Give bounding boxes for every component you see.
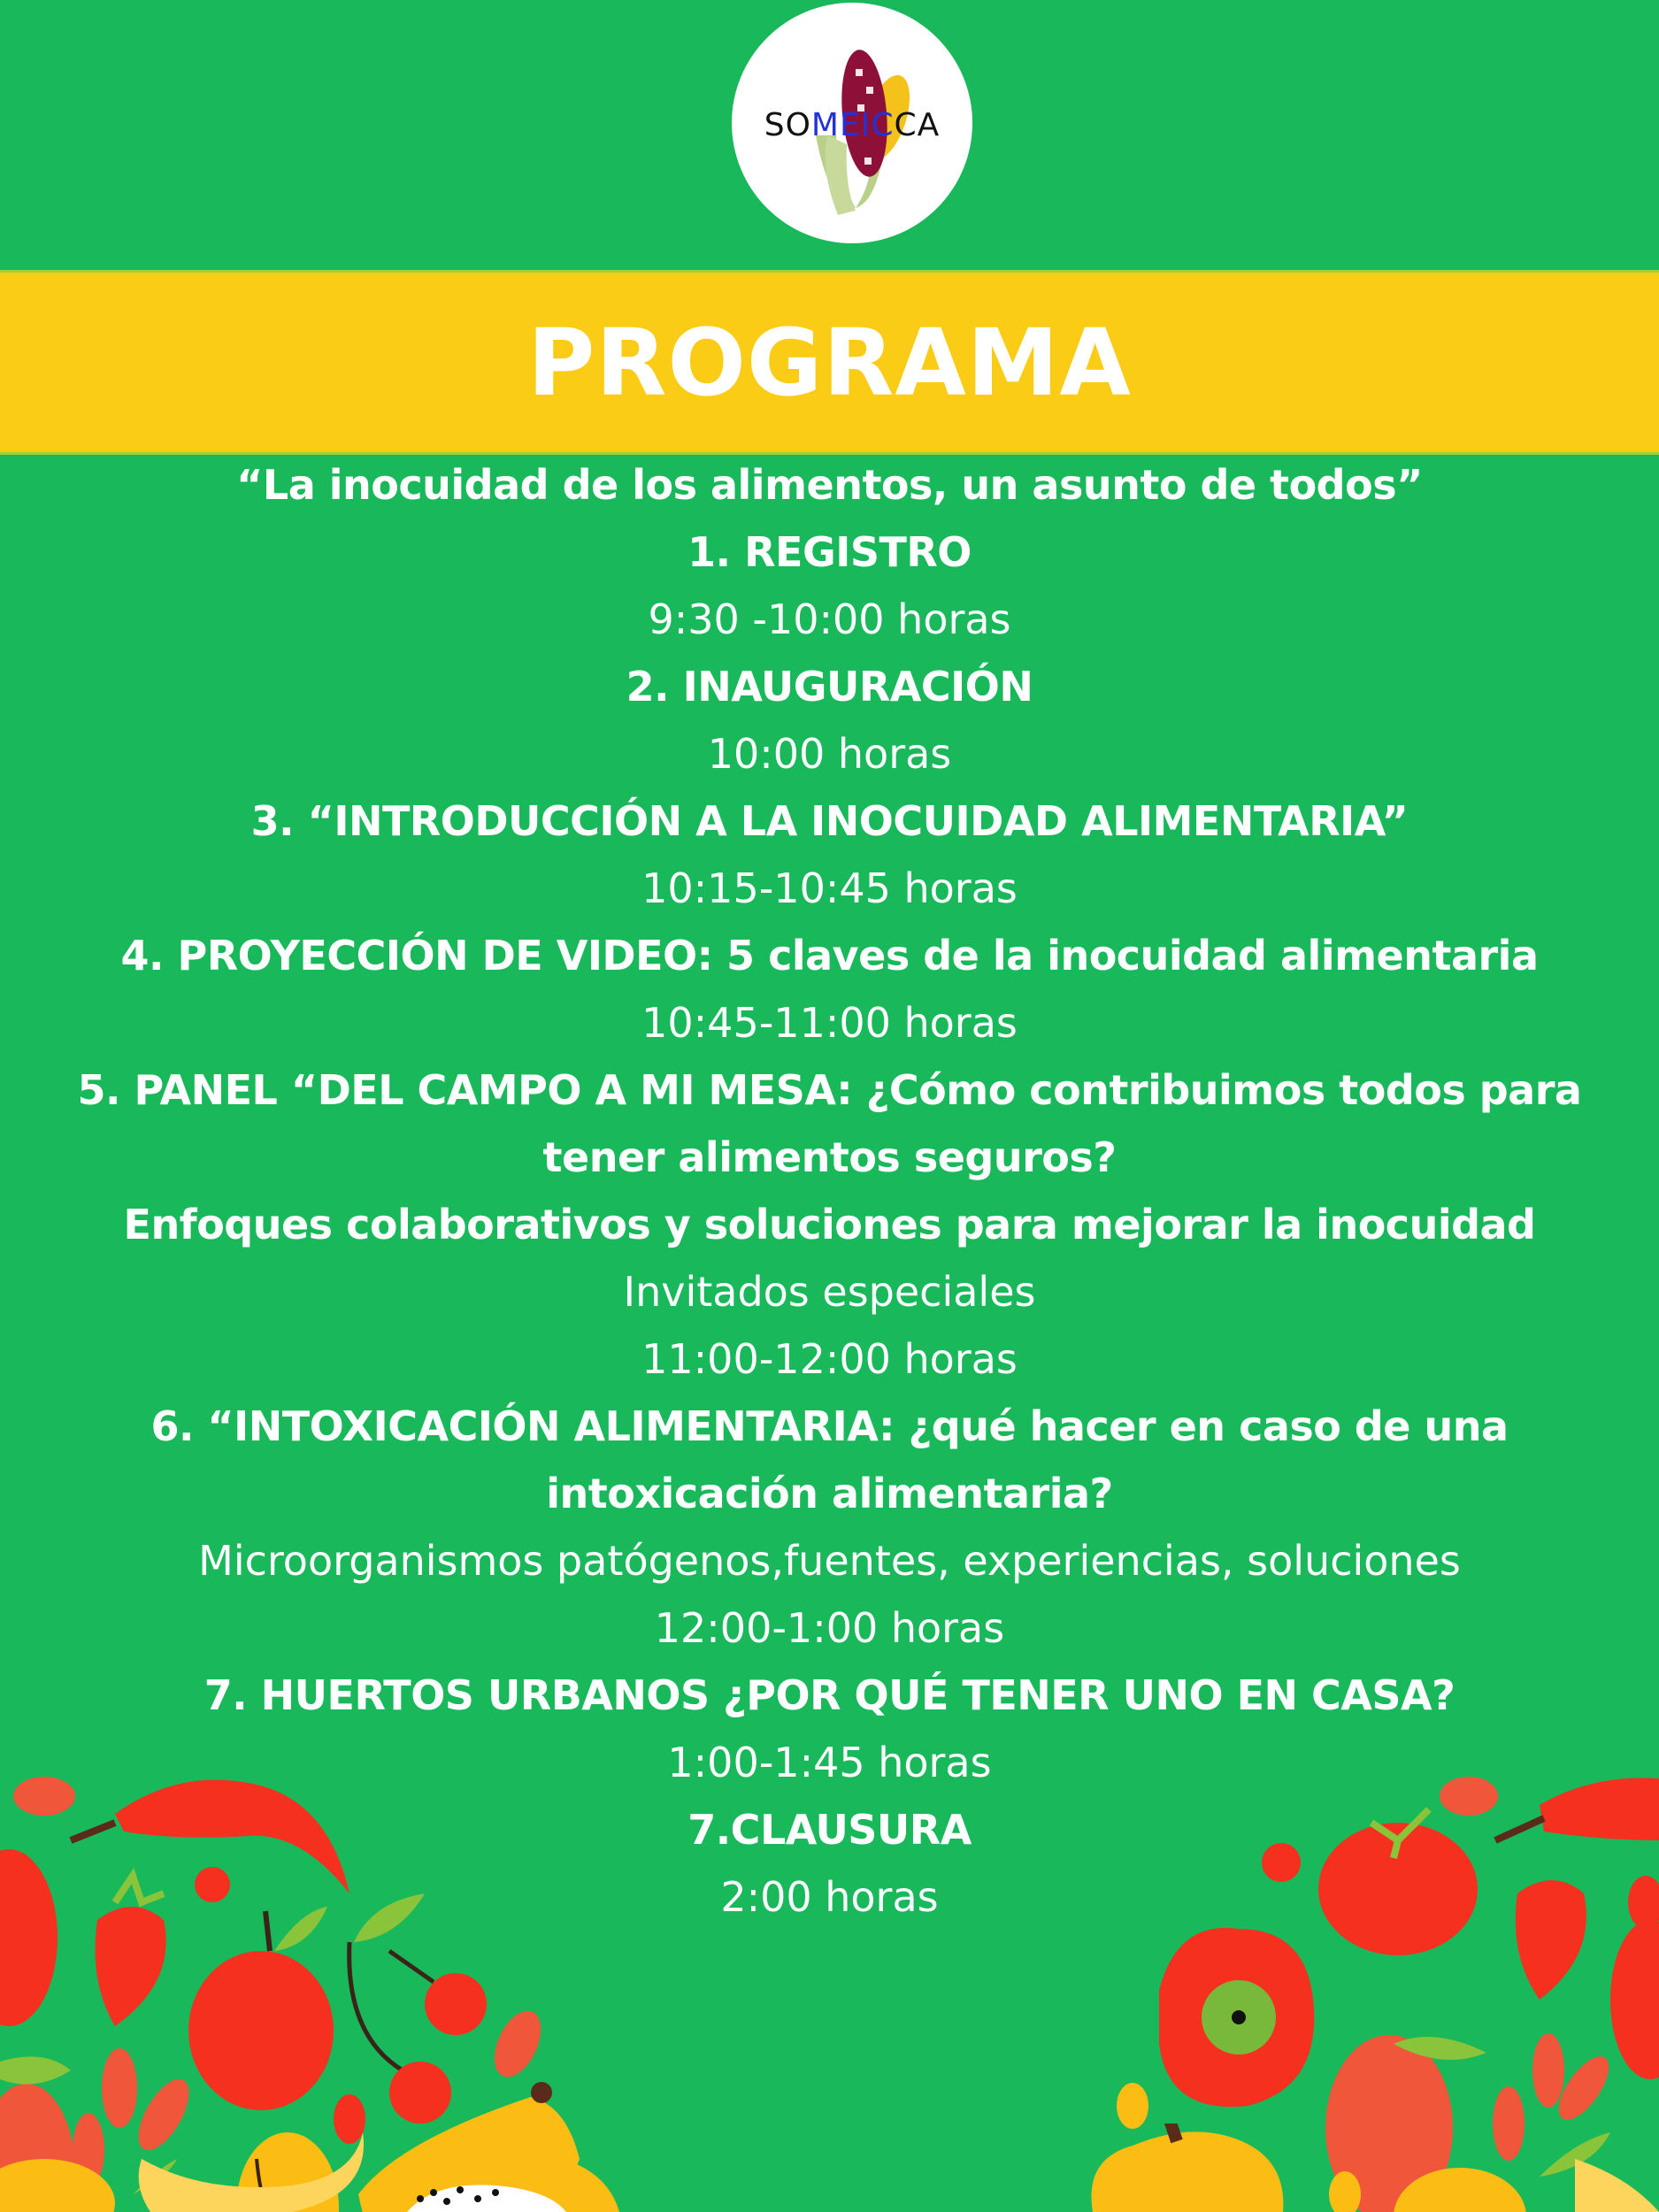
item-time: 12:00-1:00 horas	[654, 1604, 1005, 1652]
item-title: 7.CLAUSURA	[687, 1806, 972, 1854]
apple-icon	[188, 1951, 334, 2110]
item-time: 9:30 -10:00 horas	[648, 595, 1011, 643]
item-time: 10:00 horas	[707, 730, 952, 778]
item-note: Microorganismos patógenos,fuentes, experiencias, soluciones	[198, 1537, 1461, 1585]
item-title: 7. HUERTOS URBANOS ¿POR QUÉ TENER UNO EN CASA?	[204, 1671, 1455, 1719]
orange-icon	[1394, 2168, 1526, 2212]
cherries-icon	[349, 1942, 403, 2070]
item-title-cont: tener alimentos seguros?	[542, 1133, 1117, 1181]
item-title-cont: Enfoques colaborativos y soluciones para mejorar la inocuidad	[123, 1201, 1536, 1248]
item-time: 1:00-1:45 horas	[667, 1739, 992, 1786]
fruits-right-bottom	[1079, 2124, 1659, 2212]
item-note: Invitados especiales	[623, 1268, 1036, 1316]
item-time: 10:45-11:00 horas	[641, 999, 1018, 1047]
orange-icon	[0, 2159, 115, 2212]
item-title-cont: intoxicación alimentaria?	[546, 1470, 1113, 1517]
melon-slice-icon	[1575, 2159, 1659, 2212]
item-title: 5. PANEL “DEL CAMPO A MI MESA: ¿Cómo contribuimos todos para	[77, 1066, 1582, 1114]
item-time: 10:15-10:45 horas	[641, 864, 1018, 912]
item-time: 2:00 horas	[720, 1873, 939, 1921]
fruits-left-bottom	[0, 2088, 637, 2212]
pumpkin-icon	[1091, 2131, 1283, 2212]
item-title: 3. “INTRODUCCIÓN A LA INOCUIDAD ALIMENTARIA”	[250, 797, 1409, 845]
item-title: 6. “INTOXICACIÓN ALIMENTARIA: ¿qué hacer en caso de una	[150, 1402, 1509, 1450]
somiecca-logo	[732, 3, 972, 243]
program-list	[0, 451, 1659, 1931]
item-title: 2. INAUGURACIÓN	[626, 663, 1033, 710]
melon-slice-icon	[139, 2132, 364, 2212]
item-title: 4. PROYECCIÓN DE VIDEO: 5 claves de la inocuidad alimentaria	[120, 932, 1539, 979]
item-title: 1. REGISTRO	[687, 528, 972, 576]
page-title: PROGRAMA	[527, 309, 1132, 417]
item-time: 11:00-12:00 horas	[641, 1335, 1018, 1383]
logo-wordmark: SOMEICCA	[764, 107, 941, 143]
program-subtitle: “La inocuidad de los alimentos, un asunto de todos”	[236, 461, 1423, 509]
